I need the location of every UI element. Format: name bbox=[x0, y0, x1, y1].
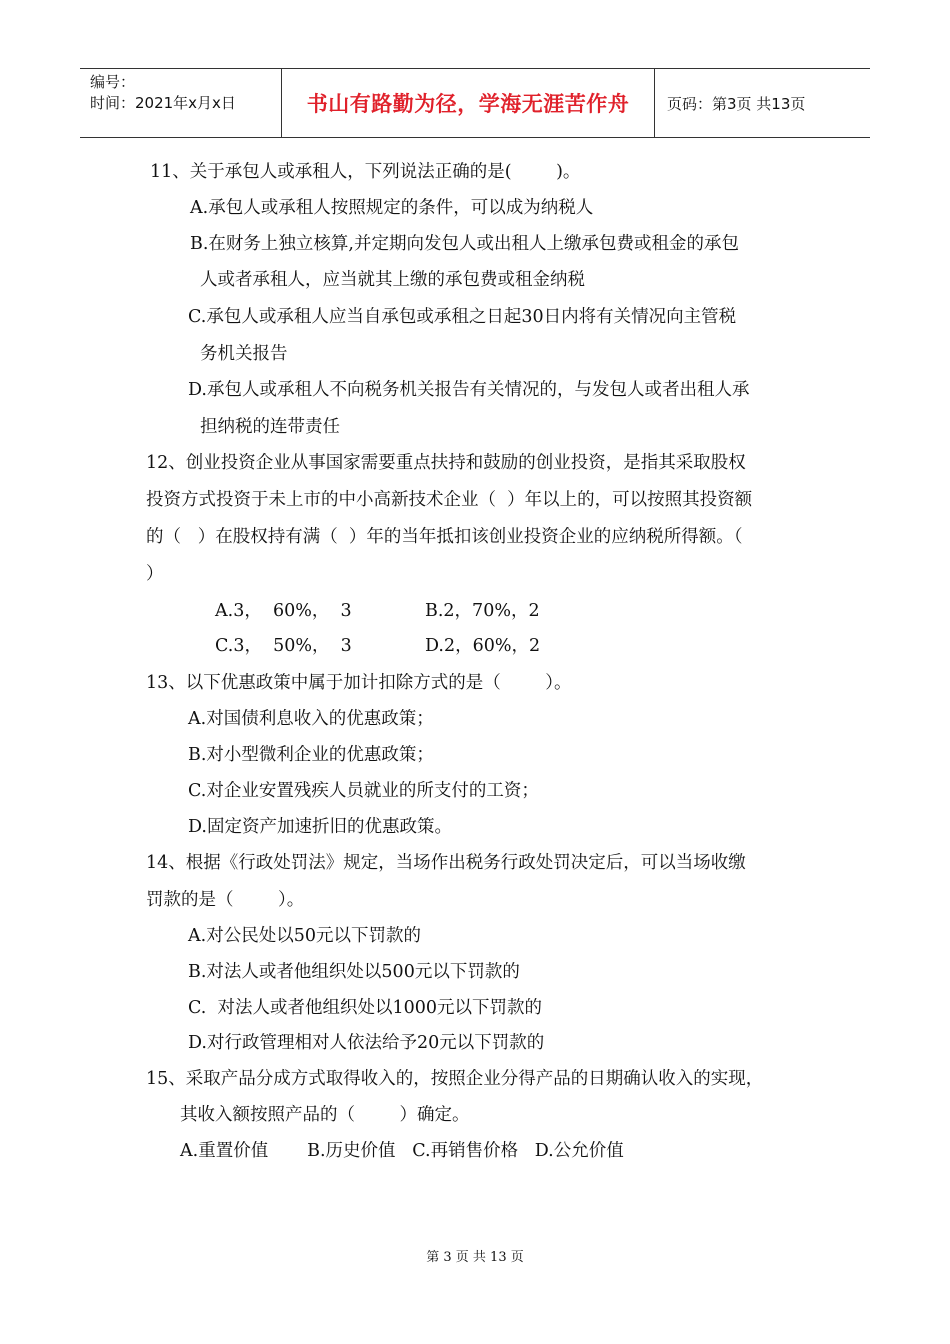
header-motto-cell bbox=[282, 69, 655, 137]
question-14-option-a: A.对公民处以50元以下罚款的 bbox=[188, 926, 421, 946]
question-12-stem-line-4: ） bbox=[146, 564, 164, 584]
question-11-option-b-cont: 人或者承租人，应当就其上缴的承包费或租金纳税 bbox=[200, 270, 585, 290]
header-meta bbox=[80, 69, 282, 137]
question-11-option-d: D.承包人或承租人不向税务机关报告有关情况的，与发包人或者出租人承 bbox=[188, 380, 750, 400]
question-13-option-d: D.固定资产加速折旧的优惠政策。 bbox=[188, 817, 452, 837]
question-15-stem-line-2: 其收入额按照产品的（ ）确定。 bbox=[180, 1105, 470, 1125]
question-14-stem-line-1: 14、根据《行政处罚法》规定，当场作出税务行政处罚决定后，可以当场收缴 bbox=[146, 853, 746, 873]
question-12-stem-line-2: 投资方式投资于未上市的中小高新技术企业（ ）年以上的，可以按照其投资额 bbox=[146, 490, 753, 510]
question-15-stem-line-1: 15、采取产品分成方式取得收入的，按照企业分得产品的日期确认收入的实现， bbox=[146, 1069, 764, 1089]
question-11-option-a: A.承包人或承租人按照规定的条件，可以成为纳税人 bbox=[190, 198, 594, 218]
question-12-option-c: C.3， 50%， 3 bbox=[215, 636, 352, 656]
question-14-option-c: C. 对法人或者他组织处以1000元以下罚款的 bbox=[188, 998, 542, 1018]
header-page-info: 页码：第3页 共13页 bbox=[667, 94, 806, 113]
header-page-info-cell bbox=[655, 69, 870, 137]
question-11-option-c-cont: 务机关报告 bbox=[200, 344, 288, 364]
question-12-option-b: B.2，70%，2 bbox=[425, 601, 540, 621]
question-12-option-d: D.2，60%，2 bbox=[425, 636, 541, 656]
question-11-option-b: B.在财务上独立核算,并定期向发包人或出租人上缴承包费或租金的承包 bbox=[190, 234, 739, 254]
page-footer: 第 3 页 共 13 页 bbox=[426, 1250, 524, 1265]
document-number-label: 编号： bbox=[90, 73, 136, 91]
question-14-option-b: B.对法人或者他组织处以500元以下罚款的 bbox=[188, 962, 520, 982]
question-12-stem-line-3: 的（ ）在股权持有满（ ）年的当年抵扣该创业投资企业的应纳税所得额。（ bbox=[146, 527, 743, 547]
question-11-option-d-cont: 担纳税的连带责任 bbox=[200, 417, 340, 437]
question-13-option-b: B.对小型微利企业的优惠政策； bbox=[188, 745, 434, 765]
question-15-options: A.重置价值 B.历史价值 C.再销售价格 D.公允价值 bbox=[180, 1141, 624, 1161]
document-header bbox=[80, 68, 870, 138]
question-14-option-d: D.对行政管理相对人依法给予20元以下罚款的 bbox=[188, 1033, 545, 1053]
header-motto: 书山有路勤为径，学海无涯苦作舟 bbox=[306, 92, 630, 116]
question-11-option-c: C.承包人或承租人应当自承包或承租之日起30日内将有关情况向主管税 bbox=[188, 307, 737, 327]
document-time-label: 时间：2021年x月x日 bbox=[90, 94, 236, 112]
question-12-stem-line-1: 12、创业投资企业从事国家需要重点扶持和鼓励的创业投资，是指其采取股权 bbox=[146, 453, 746, 473]
question-13-stem: 13、以下优惠政策中属于加计扣除方式的是（ ）。 bbox=[146, 673, 572, 693]
question-14-stem-line-2: 罚款的是（ ）。 bbox=[146, 890, 305, 910]
question-13-option-c: C.对企业安置残疾人员就业的所支付的工资； bbox=[188, 781, 539, 801]
question-12-option-a: A.3， 60%， 3 bbox=[215, 601, 352, 621]
question-11-stem: 11、关于承包人或承租人，下列说法正确的是( )。 bbox=[150, 162, 581, 182]
question-13-option-a: A.对国债利息收入的优惠政策； bbox=[188, 709, 434, 729]
